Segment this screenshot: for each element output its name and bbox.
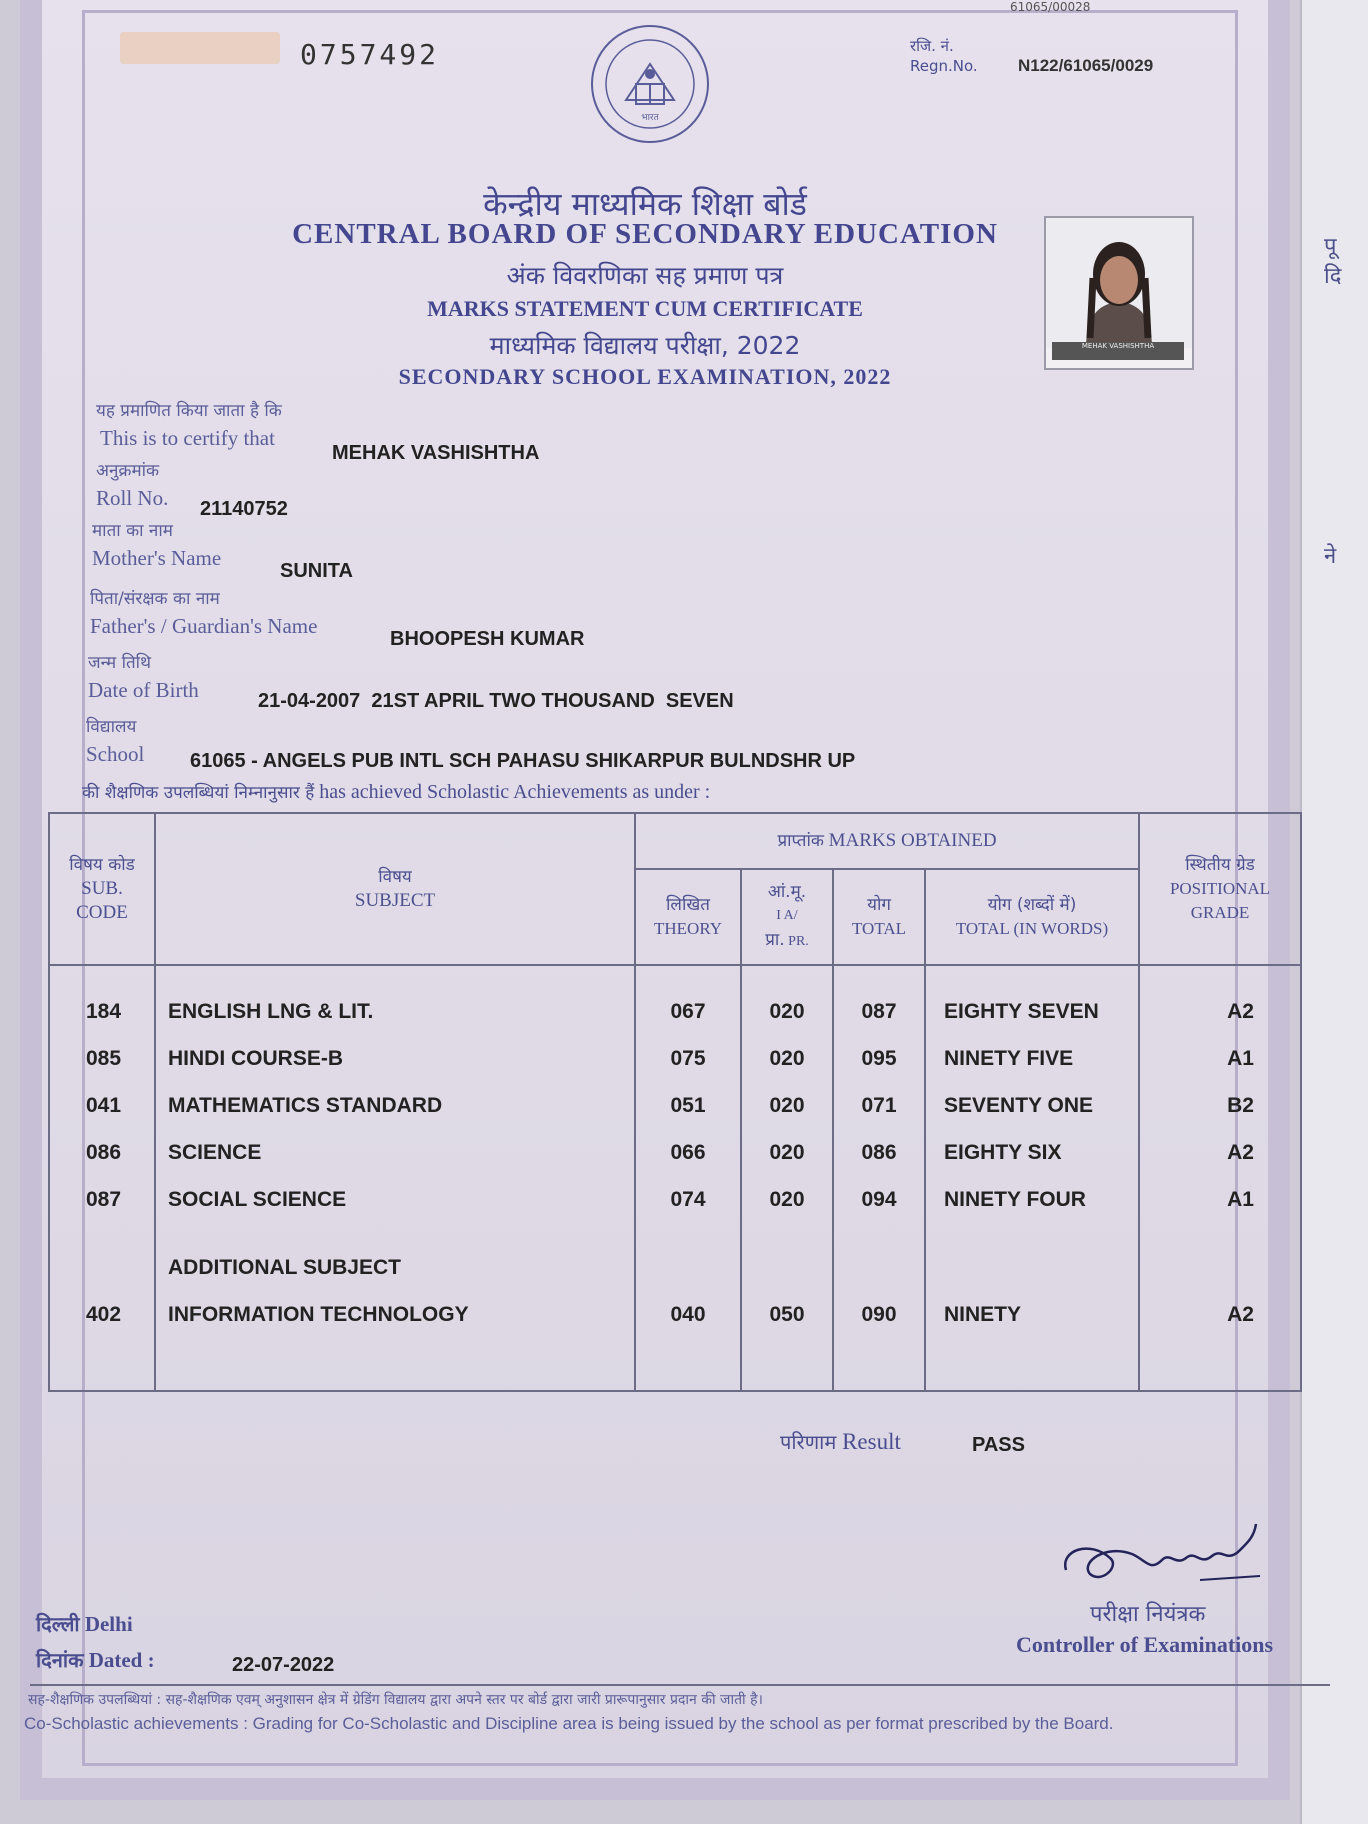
- seal-text: भारत: [641, 113, 659, 123]
- marks-table: [48, 812, 1302, 1392]
- place: [36, 1610, 133, 1637]
- row-theory: 040: [670, 1303, 706, 1326]
- dob-label-en: Date of Birth: [88, 678, 199, 702]
- dated-label: [36, 1646, 155, 1673]
- row-words: NINETY: [944, 1303, 1022, 1326]
- row-grade: B2: [1227, 1094, 1254, 1117]
- row-ia: 020: [769, 1188, 805, 1211]
- row-grade: A2: [1227, 1000, 1254, 1023]
- header-total: योग TOTAL: [833, 869, 925, 965]
- redacted-stamp: [120, 32, 280, 64]
- controller-title-hi: परीक्षा नियंत्रक: [1090, 1602, 1206, 1627]
- row-grade: A1: [1227, 1188, 1254, 1211]
- row-grade: A2: [1227, 1303, 1254, 1326]
- father-label-hi: पिता/संरक्षक का नाम: [90, 589, 220, 609]
- co-scholastic-note-hi: सह-शैक्षणिक उपलब्धियां : सह-शैक्षणिक एवम् अनुशासन क्षेत्र में ग्रेडिंग विद्यालय द्वारा अपने स्तर पर बोर्ड द्वारा जारी प्रारूपानुसार प्रदान की जाती है।: [28, 1692, 763, 1708]
- header-total-words: योग (शब्दों में) TOTAL (IN WORDS): [925, 869, 1139, 965]
- father-name: BHOOPESH KUMAR: [390, 628, 585, 650]
- dob-label-hi: जन्म तिथि: [88, 653, 151, 673]
- row-subject: INFORMATION TECHNOLOGY: [168, 1303, 469, 1326]
- col-codes: [49, 965, 155, 1391]
- row-code: 402: [86, 1303, 122, 1326]
- co-scholastic-note-en: Co-Scholastic achievements : Grading for Co-Scholastic and Discipline area is being issued by the school as per format prescribed by the Board.: [24, 1714, 1114, 1733]
- achievements-intro-hi: की शैक्षणिक उपलब्धियां निम्नानुसार हैं: [82, 783, 315, 803]
- row-words: SEVENTY ONE: [944, 1094, 1093, 1117]
- achievements-intro-en: has achieved Scholastic Achievements as under :: [319, 781, 711, 803]
- row-code: 085: [86, 1047, 122, 1070]
- row-subject: MATHEMATICS STANDARD: [168, 1094, 443, 1117]
- achievements-intro: [82, 780, 710, 804]
- roll-label-en: Roll No.: [96, 486, 169, 510]
- row-theory: 051: [670, 1094, 706, 1117]
- header-theory: लिखित THEORY: [635, 869, 741, 965]
- col-grade: [1139, 965, 1301, 1391]
- row-ia: 020: [769, 1047, 805, 1070]
- certify-label-hi: यह प्रमाणित किया जाता है कि: [96, 401, 282, 421]
- row-grade: A1: [1227, 1047, 1254, 1070]
- row-subject: ENGLISH LNG & LIT.: [168, 1000, 374, 1023]
- roll-number: 21140752: [200, 498, 288, 520]
- row-theory: 074: [670, 1188, 706, 1211]
- col-subjects: [155, 965, 635, 1391]
- row-code: 041: [86, 1094, 122, 1117]
- row-words: EIGHTY SIX: [944, 1141, 1062, 1164]
- col-ia: [741, 965, 833, 1391]
- place-hi: दिल्ली: [36, 1612, 80, 1636]
- result-label-hi: परिणाम: [780, 1430, 837, 1454]
- row-total: 090: [861, 1303, 897, 1326]
- row-total: 086: [861, 1141, 897, 1164]
- mother-label-en: Mother's Name: [92, 546, 222, 570]
- roll-label-hi: अनुक्रमांक: [96, 461, 160, 481]
- result-label-en: Result: [842, 1429, 901, 1454]
- regn-label: [910, 36, 978, 76]
- row-subject: SCIENCE: [168, 1141, 262, 1164]
- header-ia-pr: आं.मू. I A/ प्रा. PR.: [741, 869, 833, 965]
- row-code: 087: [86, 1188, 122, 1211]
- row-subject: HINDI COURSE-B: [168, 1047, 344, 1070]
- controller-signature-icon: [1050, 1510, 1270, 1600]
- school-label-hi: विद्यालय: [86, 717, 137, 737]
- board-name-en: CENTRAL BOARD OF SECONDARY EDUCATION: [292, 218, 998, 250]
- cbse-seal-icon: [588, 22, 712, 146]
- dated-label-en: Dated :: [88, 1648, 155, 1672]
- row-ia: 050: [769, 1303, 805, 1326]
- result-label: [780, 1428, 901, 1455]
- father-label-en: Father's / Guardian's Name: [90, 614, 318, 638]
- place-en: Delhi: [84, 1612, 133, 1636]
- header-subject: विषय SUBJECT: [155, 813, 635, 965]
- header-marks-obtained: प्राप्तांक MARKS OBTAINED: [635, 813, 1139, 869]
- row-ia: 020: [769, 1141, 805, 1164]
- dated-label-hi: दिनांक: [36, 1648, 84, 1672]
- result-value: PASS: [972, 1434, 1025, 1456]
- regn-number: N122/61065/0029: [1018, 56, 1154, 75]
- footer-divider: [30, 1684, 1330, 1686]
- certify-label-en: This is to certify that: [100, 426, 275, 450]
- row-subject: SOCIAL SCIENCE: [168, 1188, 347, 1211]
- row-total: 087: [861, 1000, 897, 1023]
- school-label-en: School: [86, 742, 145, 766]
- regn-label-en: Regn.No.: [910, 57, 978, 75]
- mother-label-hi: माता का नाम: [92, 521, 173, 541]
- row-theory: 066: [670, 1141, 706, 1164]
- photo-caption: MEHAK VASHISHTHA: [1052, 342, 1184, 360]
- serial-number: 0757492: [300, 38, 440, 71]
- controller-title-en: Controller of Examinations: [1016, 1632, 1274, 1657]
- adjacent-sheet-edge: पू दि ने: [1300, 0, 1368, 1824]
- row-total: 094: [861, 1188, 897, 1211]
- school-name: 61065 - ANGELS PUB INTL SCH PAHASU SHIKARPUR BULNDSHR UP: [190, 750, 856, 772]
- portrait-icon: [1046, 218, 1192, 348]
- row-words: NINETY FIVE: [944, 1047, 1074, 1070]
- row-theory: 075: [670, 1047, 706, 1070]
- board-name-hi: केन्द्रीय माध्यमिक शिक्षा बोर्ड: [483, 185, 807, 223]
- row-words: NINETY FOUR: [944, 1188, 1086, 1211]
- top-reference: 61065/00028: [1010, 0, 1091, 14]
- date-of-birth: 21-04-2007 21ST APRIL TWO THOUSAND SEVEN: [258, 690, 734, 712]
- row-code: 184: [86, 1000, 122, 1023]
- header-sub-code: विषय कोड SUB. CODE: [49, 813, 155, 965]
- mother-name: SUNITA: [280, 560, 353, 582]
- regn-label-hi: रजि. नं.: [910, 37, 954, 55]
- header-grade: स्थितीय ग्रेड POSITIONAL GRADE: [1139, 813, 1301, 965]
- doc-title-hi: अंक विवरणिका सह प्रमाण पत्र: [506, 261, 784, 290]
- col-theory: [635, 965, 741, 1391]
- row-ia: 020: [769, 1000, 805, 1023]
- row-ia: 020: [769, 1094, 805, 1117]
- row-code: 086: [86, 1141, 122, 1164]
- row-theory: 067: [670, 1000, 706, 1023]
- row-grade: A2: [1227, 1141, 1254, 1164]
- exam-title-en: SECONDARY SCHOOL EXAMINATION, 2022: [398, 364, 892, 389]
- candidate-name: MEHAK VASHISHTHA: [332, 442, 540, 464]
- col-total: [833, 965, 925, 1391]
- issue-date: 22-07-2022: [232, 1654, 335, 1676]
- exam-title-hi: माध्यमिक विद्यालय परीक्षा, 2022: [489, 331, 801, 360]
- doc-title-en: MARKS STATEMENT CUM CERTIFICATE: [427, 296, 863, 321]
- row-words: EIGHTY SEVEN: [944, 1000, 1099, 1023]
- row-total: 071: [861, 1094, 897, 1117]
- additional-subject-label: ADDITIONAL SUBJECT: [168, 1256, 401, 1279]
- row-total: 095: [861, 1047, 897, 1070]
- col-words: [925, 965, 1139, 1391]
